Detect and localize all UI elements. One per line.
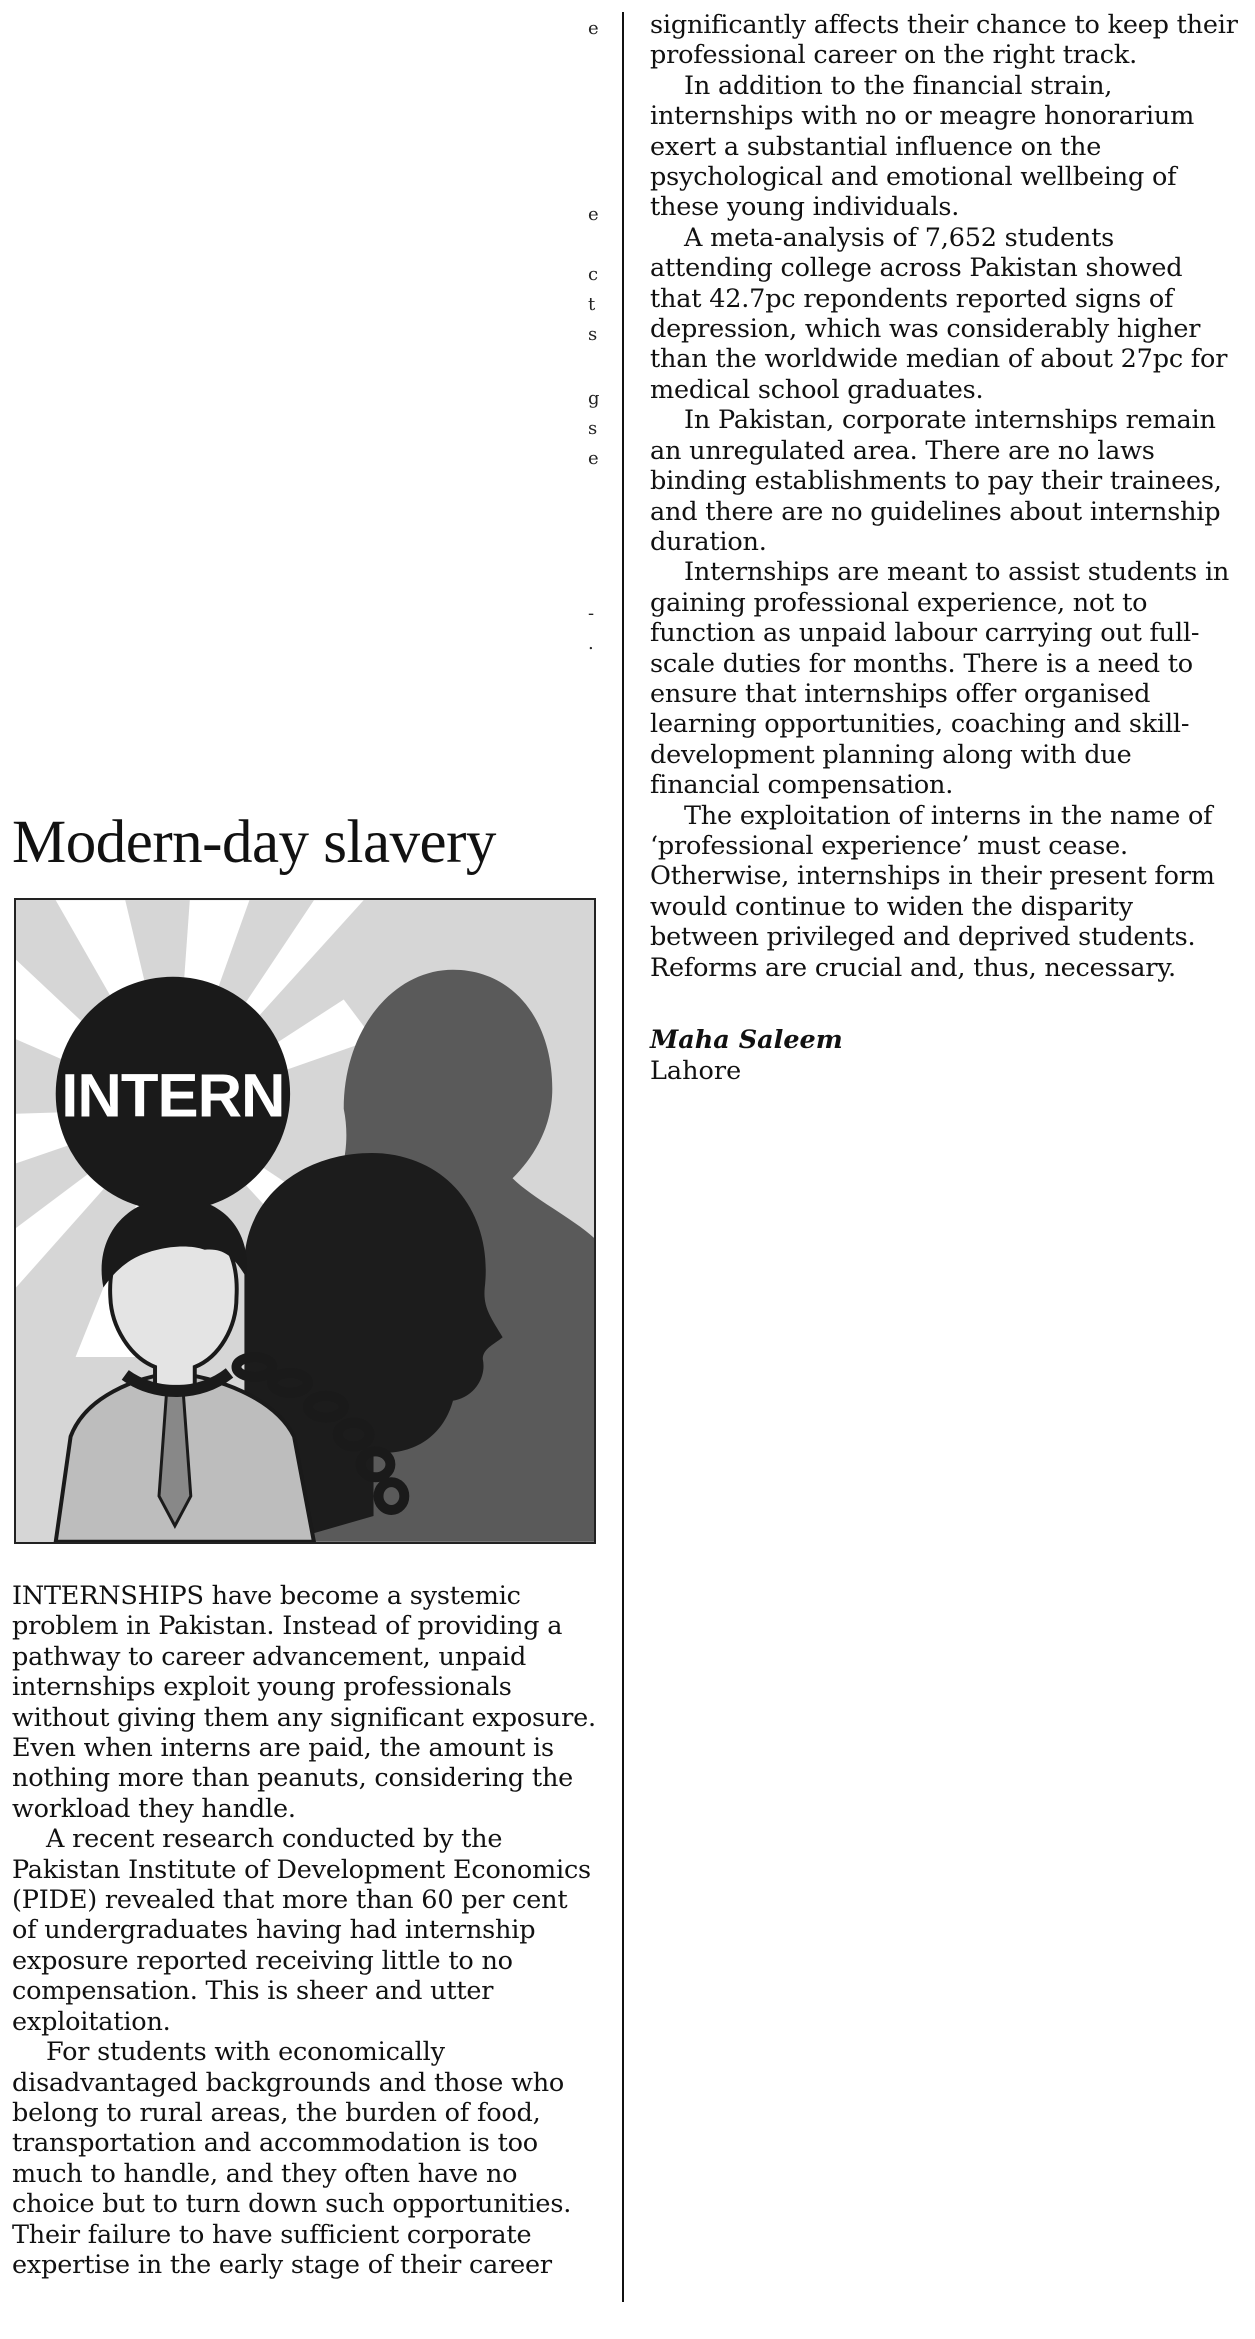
bleed-mark: e [588, 448, 599, 469]
right-paragraph-3: A meta-analysis of 7,652 students attending college across Pakistan showed that 42.7pc repondents reported signs of depression, which was considerably higher than the worldwide median of about 27pc for medical school graduates. [650, 222, 1228, 405]
bleed-mark: e [588, 204, 599, 225]
column-divider [622, 12, 624, 2302]
article-headline: Modern-day slavery [12, 809, 496, 876]
left-paragraph-3: For students with economically disadvantaged backgrounds and those who belong to rural areas, the burden of food, transportation and accommodation is too much to handle, and they often have no choice but to turn down such opportunities. Their failure to have sufficient corporate expertise in the early stage of their career [12, 2037, 572, 2280]
author-name: Maha Saleem [650, 1025, 843, 1055]
author-city: Lahore [650, 1056, 742, 1086]
bleed-mark: t [588, 294, 596, 315]
intern-ball-label: INTERN [61, 1061, 285, 1131]
right-paragraph-2: In addition to the financial strain, internships with no or meagre honorarium exert a substantial influence on the psychological and emotional wellbeing of these young individuals. [650, 70, 1195, 223]
left-paragraph-2: A recent research conducted by the Pakistan Institute of Development Economics (PIDE) revealed that more than 60 per cent of undergraduates having had internship exposure reported receiving little to no compensation. This is sheer and utter exploitation. [12, 1824, 591, 2037]
article-illustration [14, 898, 596, 1544]
right-paragraph-5: Internships are meant to assist students in gaining professional experience, not to function as unpaid labour carrying out full-scale duties for months. There is a need to ensure that internships offer organised learning opportunities, coaching and skill-development planning along with due financial compensation. [650, 557, 1230, 801]
bleed-mark: g [588, 388, 600, 409]
bleed-mark: . [588, 633, 594, 654]
adjacent-column-edge [588, 20, 600, 660]
letter-signature [650, 1025, 843, 1087]
bleed-mark: e [588, 18, 599, 39]
bleed-mark: - [588, 603, 595, 624]
left-column-body [12, 1581, 597, 2280]
right-paragraph-6: The exploitation of interns in the name of ‘professional experience’ must cease. Otherwise, internships in their present form would continue to widen the disparity between privileged and deprived students. Reforms are crucial and, thus, necessary. [650, 800, 1215, 983]
right-paragraph-1: significantly affects their chance to keep their professional career on the right track. [650, 10, 1238, 71]
right-column-body [650, 10, 1240, 983]
left-paragraph-1: INTERNSHIPS have become a systemic problem in Pakistan. Instead of providing a pathway to career advancement, unpaid internships exploit young professionals without giving them any significant exposure. Even when interns are paid, the amount is nothing more than peanuts, considering the workload they handle. [12, 1581, 596, 1824]
bleed-mark: c [588, 264, 599, 285]
intern-chain-illustration [16, 900, 594, 1542]
bleed-mark: s [588, 418, 598, 439]
bleed-mark: s [588, 324, 598, 345]
right-paragraph-4: In Pakistan, corporate internships remain an unregulated area. There are no laws binding establishments to pay their trainees, and there are no guidelines about internship duration. [650, 405, 1222, 557]
